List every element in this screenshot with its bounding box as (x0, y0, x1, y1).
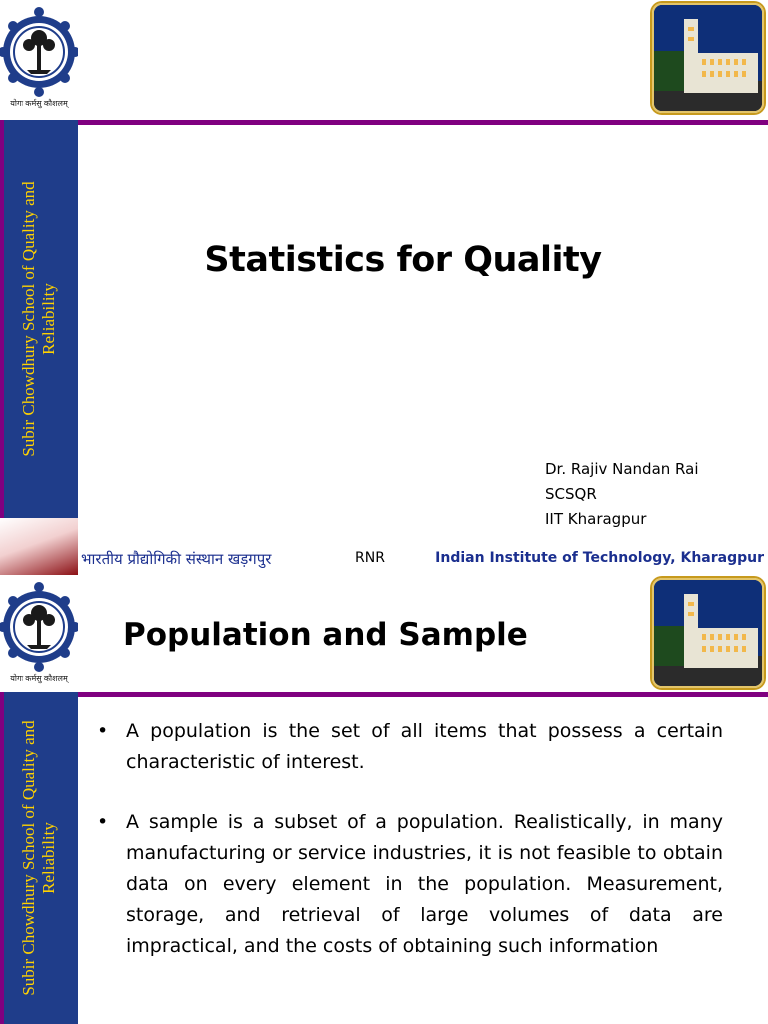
sidebar-corner-decoration (0, 518, 78, 575)
bullet-icon: • (97, 811, 109, 833)
title-rule (78, 692, 768, 697)
footer-hindi-name: भारतीय प्रौद्योगिकी संस्थान खड़गपुर (81, 550, 272, 568)
author-institute: IIT Kharagpur (545, 510, 647, 528)
building-photo-icon (652, 578, 764, 688)
author-dept: SCSQR (545, 485, 597, 503)
iit-logo-icon (0, 0, 78, 114)
bullet-text: A sample is a subset of a population. Realistically, in many manufacturing or service industries, it is not feasible to obtain data on every element in the population. Measurement, storage, and retrieval of large volumes of data are impractical, and the costs of obtaining such information (126, 811, 723, 957)
author-block (545, 457, 699, 532)
list-item (97, 807, 723, 962)
bullet-text: A population is the set of all items that possess a certain characteristic of interest. (126, 720, 723, 773)
title-rule (78, 120, 768, 125)
slide-title: Population and Sample (123, 617, 528, 653)
sidebar-school-name: Subir Chowdhury School of Quality and Reliability (19, 181, 58, 457)
logo-motto: योगः कर्मसु कौशलम् (10, 674, 68, 683)
sidebar-banner (0, 120, 78, 518)
bullet-list (97, 716, 723, 991)
content-slide (0, 575, 768, 1024)
footer-institute-name: Indian Institute of Technology, Kharagpur (435, 550, 764, 566)
iit-logo-icon (0, 575, 78, 689)
sidebar-school-name: Subir Chowdhury School of Quality and Reliability (19, 720, 58, 996)
sidebar-banner (0, 692, 78, 1024)
sidebar-accent (0, 120, 4, 518)
building-photo-icon (652, 3, 764, 113)
list-item (97, 716, 723, 778)
sidebar-accent (0, 692, 4, 1024)
logo-motto: योगः कर्मसु कौशलम् (10, 99, 68, 108)
bullet-icon: • (97, 720, 109, 742)
author-name: Dr. Rajiv Nandan Rai (545, 460, 699, 478)
slide-title: Statistics for Quality (204, 240, 602, 280)
footer-initials: RNR (355, 550, 385, 566)
